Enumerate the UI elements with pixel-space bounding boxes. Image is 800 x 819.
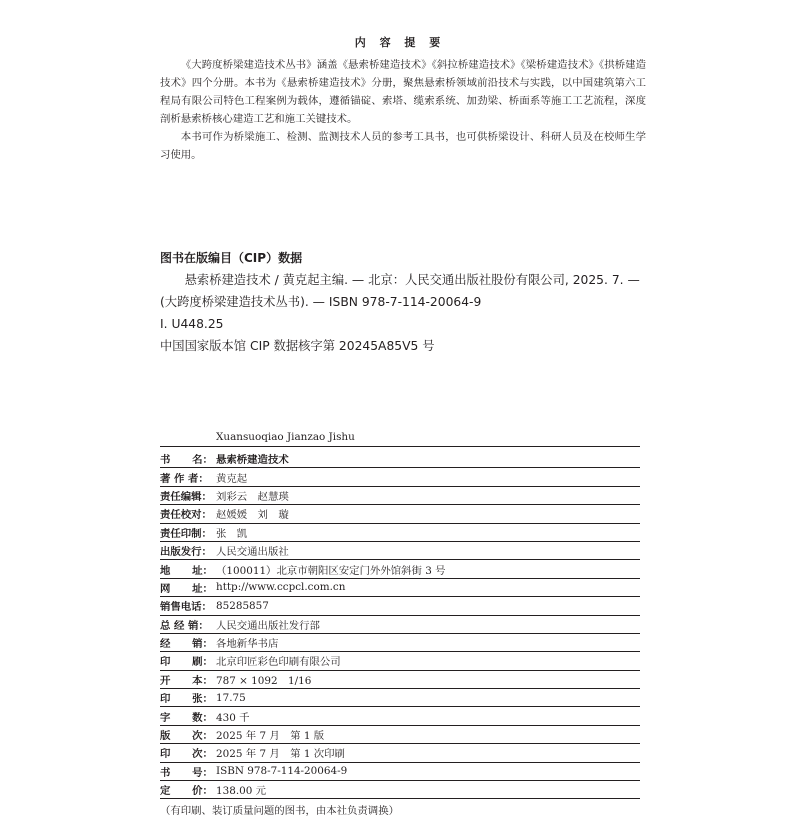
quality-note: （有印刷、装订质量问题的图书，由本社负责调换） (160, 804, 399, 817)
summary-text (160, 56, 646, 164)
colophon-row-website (160, 579, 640, 597)
colophon-row-sales-phone (160, 597, 640, 615)
format: 787 × 1092 1/16 (216, 674, 312, 687)
colophon-row-publisher (160, 542, 640, 560)
cip-description: 悬索桥建造技术 / 黄克起主编. — 北京：人民交通出版社股份有限公司, 2025. 7. — (大跨度桥梁建造技术丛书). — ISBN 978-7-114-20064-9 (160, 273, 640, 309)
colophon-label: 定 价： (160, 785, 213, 798)
general-distributor: 人民交通出版社发行部 (216, 619, 320, 632)
author: 黄克起 (216, 472, 248, 485)
distributor: 各地新华书店 (216, 638, 279, 651)
publisher: 人民交通出版社 (216, 546, 289, 559)
colophon-label: 开 本： (160, 674, 213, 687)
colophon-row-format (160, 671, 640, 689)
edition: 2025 年 7 月 第 1 版 (216, 730, 325, 743)
colophon-row-print-supervisor (160, 524, 640, 542)
colophon-label: 字 数： (160, 711, 213, 724)
colophon-row-general-distributor (160, 616, 640, 634)
colophon-label: 总 经 销： (160, 619, 209, 632)
colophon-label: 版 次： (160, 730, 213, 743)
colophon-row-isbn (160, 763, 640, 781)
summary-paragraph: 本书可作为桥梁施工、检测、监测技术人员的参考工具书，也可供桥梁设计、科研人员及在校师生学习使用。 (160, 131, 646, 161)
cip-classification: Ⅰ. U448.25 (160, 317, 224, 331)
colophon-top-rule (160, 446, 640, 447)
word-count: 430 千 (216, 711, 250, 724)
print-supervisor: 张 凯 (216, 527, 248, 540)
colophon-row-word-count (160, 707, 640, 725)
colophon-label: 印 张： (160, 693, 213, 706)
colophon-label: 销售电话： (160, 601, 212, 614)
colophon-label: 著 作 者： (160, 472, 209, 485)
colophon-table (160, 450, 640, 819)
price: 138.00 元 (216, 785, 267, 798)
printed-sheets: 17.75 (216, 691, 246, 704)
colophon-row-address (160, 560, 640, 578)
colophon-row-editors (160, 487, 640, 505)
colophon-row-title (160, 450, 640, 468)
editors: 刘彩云 赵慧瑛 (216, 490, 289, 503)
address: （100011）北京市朝阳区安定门外外馆斜街 3 号 (216, 564, 446, 577)
colophon-label: 出版发行： (160, 546, 212, 559)
website: http://www.ccpcl.com.cn (216, 581, 346, 594)
colophon-row-printer (160, 652, 640, 670)
printer: 北京印匠彩色印刷有限公司 (216, 656, 341, 669)
colophon-label: 书 名： (160, 454, 213, 467)
isbn: ISBN 978-7-114-20064-9 (216, 765, 348, 778)
cip-heading: 图书在版编目（CIP）数据 (160, 251, 303, 265)
cip-record-number: 中国国家版本馆 CIP 数据核字第 20245A85V5 号 (160, 339, 435, 353)
colophon-row-author (160, 468, 640, 486)
summary-title: 内 容 提 要 (354, 36, 446, 49)
sales-phone: 85285857 (216, 599, 269, 612)
colophon-label: 地 址： (160, 564, 213, 577)
colophon-row-sheets (160, 689, 640, 707)
colophon-label: 责任印制： (160, 527, 212, 540)
colophon-label: 网 址： (160, 582, 213, 595)
colophon-row-distributor (160, 634, 640, 652)
colophon-label: 印 刷： (160, 656, 213, 669)
printing: 2025 年 7 月 第 1 次印刷 (216, 748, 345, 761)
cip-block (160, 247, 640, 357)
colophon-row-proofreaders (160, 505, 640, 523)
book-title: 悬索桥建造技术 (216, 454, 289, 467)
colophon-label: 责任校对： (160, 509, 212, 522)
colophon-label: 责任编辑： (160, 490, 212, 503)
proofreaders: 赵媛媛 刘 璇 (216, 509, 289, 522)
colophon-label: 书 号： (160, 766, 213, 779)
summary-paragraph: 《大跨度桥梁建造技术丛书》涵盖《悬索桥建造技术》《斜拉桥建造技术》《梁桥建造技术》《拱桥建造技术》四个分册。本书为《悬索桥建造技术》分册，聚焦悬索桥领域前沿技术与实践，以中国建筑第六工程局有限公司特色工程案例为载体，遵循锚碇、索塔、缆索系统、加劲梁、桥面系等施工工艺流程，深度剖析悬索桥核心建造工艺和施工关键技术。 (160, 59, 646, 125)
colophon-row-price (160, 781, 640, 799)
colophon-label: 印 次： (160, 748, 213, 761)
pinyin-title: Xuansuoqiao Jianzao Jishu (216, 431, 355, 443)
colophon-label: 经 销： (160, 638, 213, 651)
colophon-row-edition (160, 726, 640, 744)
colophon-row-printing (160, 744, 640, 762)
